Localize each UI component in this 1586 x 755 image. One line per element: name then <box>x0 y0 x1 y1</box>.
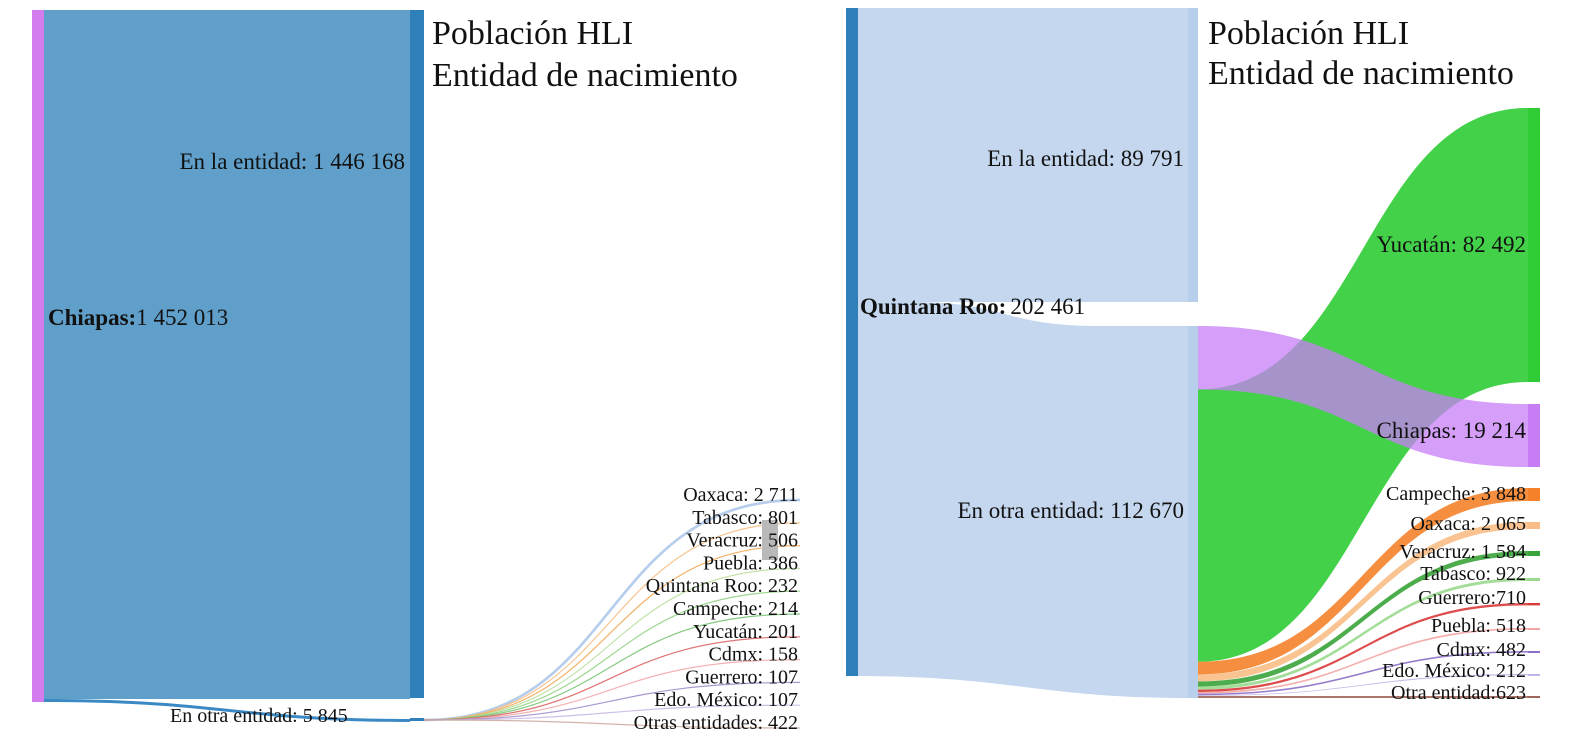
label-in-state: En la entidad: 89 791 <box>987 146 1184 171</box>
label-source-value: 1 452 013 <box>136 305 229 330</box>
node-source-quintana-roo <box>846 8 858 676</box>
label-source <box>860 294 1085 319</box>
label-dest-tabasco: Tabasco: 922 <box>1420 563 1526 585</box>
label-dest-edo-méxico: Edo. México: 212 <box>1382 660 1526 682</box>
label-source-name: Quintana Roo: <box>860 294 1007 319</box>
node-out-state <box>1188 326 1198 698</box>
node-dest-edo-méxico <box>1528 674 1540 676</box>
destination-labels <box>634 484 798 734</box>
label-dest-quintana-roo: Quintana Roo: 232 <box>645 575 798 598</box>
label-dest-guerrero: Guerrero: 107 <box>685 666 798 689</box>
label-dest-campeche: Campeche: 3 848 <box>1386 483 1526 505</box>
label-dest-yucatán: Yucatán: 82 492 <box>1376 232 1526 257</box>
label-dest-veracruz: Veracruz: 1 584 <box>1399 541 1526 563</box>
label-dest-edo-méxico: Edo. México: 107 <box>654 689 798 712</box>
node-dest-yucatán <box>1528 108 1540 382</box>
label-dest-otra-entidad: Otra entidad:623 <box>1391 682 1526 704</box>
node-dest-campeche <box>1528 488 1540 501</box>
node-dest-veracruz <box>1528 551 1540 556</box>
label-dest-oaxaca: Oaxaca: 2 711 <box>683 484 798 506</box>
label-dest-chiapas: Chiapas: 19 214 <box>1376 418 1526 443</box>
label-dest-oaxaca: Oaxaca: 2 065 <box>1410 513 1526 535</box>
node-source-chiapas <box>32 10 44 702</box>
label-out-state: En otra entidad: 112 670 <box>957 498 1184 523</box>
node-dest-otra-entidad <box>1528 696 1540 698</box>
node-in-state <box>410 10 424 698</box>
flow-chiapas-in-state <box>44 10 410 699</box>
label-out-state: En otra entidad: 5 845 <box>170 705 348 727</box>
node-dest-tabasco <box>1528 578 1540 581</box>
title-line-2: Entidad de nacimiento <box>432 57 738 94</box>
node-dest-chiapas <box>1528 404 1540 467</box>
label-dest-guerrero: Guerrero:710 <box>1418 587 1526 609</box>
title-line-1: Población HLI <box>1208 15 1410 52</box>
destination-flows <box>1198 108 1540 698</box>
node-in-state <box>1188 8 1198 302</box>
label-dest-veracruz: Veracruz: 506 <box>686 529 798 552</box>
label-in-state: En la entidad: 1 446 168 <box>179 149 405 174</box>
node-dest-guerrero <box>1528 603 1540 605</box>
label-source <box>48 305 228 330</box>
node-dest-cdmx <box>1528 651 1540 653</box>
label-dest-cdmx: Cdmx: 158 <box>708 643 798 666</box>
label-dest-puebla: Puebla: 518 <box>1431 615 1526 637</box>
title-line-1: Población HLI <box>432 15 634 52</box>
title-cursor <box>657 24 669 48</box>
label-dest-tabasco: Tabasco: 801 <box>692 506 798 529</box>
title-line-2: Entidad de nacimiento <box>1208 55 1514 92</box>
label-dest-otras-entidades: Otras entidades: 422 <box>633 712 798 734</box>
label-dest-cdmx: Cdmx: 482 <box>1436 639 1526 661</box>
node-dest-oaxaca <box>1528 522 1540 529</box>
label-source-value: 202 461 <box>1010 294 1086 319</box>
label-dest-yucatán: Yucatán: 201 <box>693 620 798 643</box>
node-dest-puebla <box>1528 628 1540 630</box>
node-out-state <box>410 718 424 721</box>
sankey-panel-chiapas <box>32 10 800 734</box>
label-dest-campeche: Campeche: 214 <box>673 598 798 620</box>
sankey-panel-quintana-roo <box>846 8 1540 704</box>
label-source-name: Chiapas: <box>48 305 137 330</box>
label-dest-puebla: Puebla: 386 <box>703 552 798 575</box>
